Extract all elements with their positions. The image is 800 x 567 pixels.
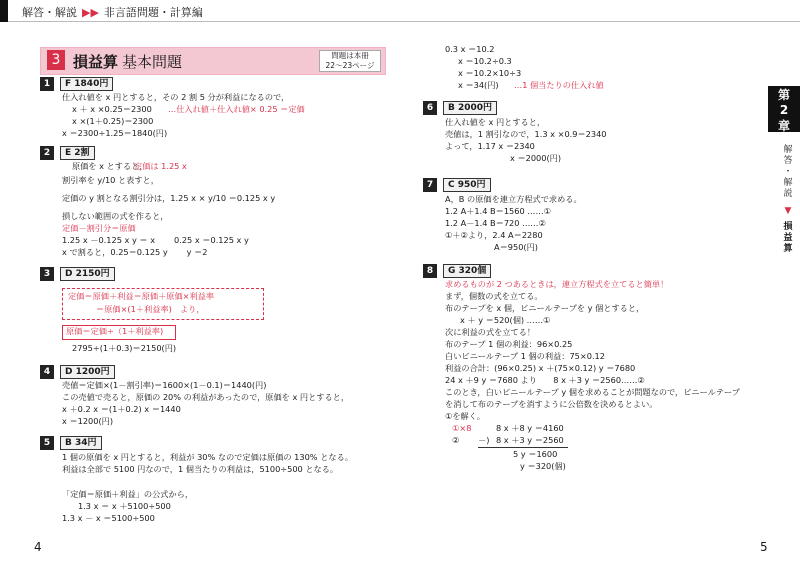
answer-box: F 1840円 bbox=[60, 77, 113, 91]
equation-line: 1.2 A－1.4 B＝720 ……② bbox=[445, 218, 546, 228]
explanation-line: 割引率を y/10 と表すと， bbox=[62, 175, 159, 185]
equation-line: x ×(1＋0.25)＝2300 bbox=[72, 116, 154, 126]
highlight-text: 定価－割引分＝原価 bbox=[62, 223, 136, 233]
side-char: 損 bbox=[783, 222, 793, 232]
explanation-line: このとき，白いビニールテープ y 個を求めることが問題なので，ビニールテープ bbox=[445, 387, 740, 397]
page-number-right: 5 bbox=[760, 540, 768, 554]
section-number: 3 bbox=[47, 50, 65, 70]
equation-line: 1.3 x － x ＝5100÷500 bbox=[62, 513, 155, 523]
equation-line: x ＋0.2 x ＝(1＋0.2) x ＝1440 bbox=[62, 404, 181, 414]
explanation-line: 原価を x とすると， bbox=[72, 161, 148, 171]
explanation-line: まず，個数の式を立てる。 bbox=[445, 291, 543, 301]
equation-line: 利益の合計：(96×0.25) x ＋(75×0.12) y ＝7680 bbox=[445, 363, 636, 373]
side-char: 算 bbox=[783, 244, 793, 254]
side-char: 説 bbox=[783, 189, 793, 199]
section-subtitle: 基本問題 bbox=[122, 53, 183, 71]
annotation: …仕入れ値＋仕入れ値× 0.25 ＝定価 bbox=[168, 104, 305, 114]
running-header bbox=[0, 0, 800, 24]
explanation-line: 損しない範囲の式を作ると， bbox=[62, 211, 169, 221]
equation-line: 定価の y 割となる割引分は，1.25 x × y/10 ＝0.125 x y bbox=[62, 193, 276, 203]
step-label: ② bbox=[452, 435, 460, 445]
answer-box: D 2150円 bbox=[60, 267, 115, 281]
equation-line: x で割ると，0.25＝0.125 y y ＝2 bbox=[62, 247, 208, 257]
explanation-line: 白いビニールテープ 1 個の利益：75×0.12 bbox=[445, 351, 605, 361]
chapter-tab bbox=[768, 86, 800, 132]
question-number: 1 bbox=[40, 77, 54, 91]
side-char: 解 bbox=[783, 178, 793, 188]
question-number: 6 bbox=[423, 101, 437, 115]
explanation-line: 布のテープを x 個，ビニールテープを y 個とすると， bbox=[445, 303, 645, 313]
equation-line: A＝950(円) bbox=[494, 242, 538, 252]
equation-line: 8 x ＋8 y ＝4160 bbox=[496, 423, 564, 433]
equation-line: 1.25 x －0.125 x y ＝ x 0.25 x ＝0.125 x y bbox=[62, 235, 249, 245]
equation-line: x ＝2000(円) bbox=[510, 153, 562, 163]
equation-line: 売値＝定価×(1－割引率)＝1600×(1－0.1)＝1440(円) bbox=[62, 380, 267, 390]
side-char: 益 bbox=[783, 233, 793, 243]
formula-line: 原価＝定価÷（1＋利益率) bbox=[66, 326, 164, 336]
section-title bbox=[73, 51, 182, 72]
answer-box: D 1200円 bbox=[60, 365, 115, 379]
equation-line: y ＝320(個) bbox=[520, 461, 566, 471]
equation-line: 0.3 x ＝10.2 bbox=[445, 44, 495, 54]
equation-line: 1.3 x ＝ x ＋5100÷500 bbox=[78, 501, 171, 511]
explanation-line: 「定価＝原価＋利益」の公式から， bbox=[62, 489, 194, 499]
explanation-line: 1 個の原価を x 円とすると，利益が 30% なので定価は原価の 130% となる。 bbox=[62, 452, 353, 462]
formula-line: 定価＝原価＋利益＝原価＋原価×利益率 bbox=[68, 291, 215, 301]
equation-line: x ＝34(円) bbox=[458, 80, 499, 90]
formula-line: ＝原価×(1＋利益率) より， bbox=[96, 304, 205, 314]
equation-line: 8 x ＋3 y ＝2560 bbox=[496, 435, 564, 445]
equation-line: x ＝2300÷1.25＝1840(円) bbox=[62, 128, 168, 138]
question-number: 7 bbox=[423, 178, 437, 192]
chapter-tab-char: 章 bbox=[777, 119, 790, 133]
section-ref-line-2: 22～23ページ bbox=[325, 61, 375, 70]
explanation-line: 仕入れ値を x 円とすると， bbox=[445, 117, 546, 127]
side-topic bbox=[782, 222, 794, 255]
side-char: 答 bbox=[783, 156, 793, 166]
section-ref-line-1: 問題は本冊 bbox=[331, 51, 369, 60]
question-number: 2 bbox=[40, 146, 54, 160]
calculation-rule bbox=[478, 447, 568, 448]
breadcrumb-arrow-icon: ▶▶ bbox=[82, 6, 99, 19]
equation-line: x ＝10.2×10÷3 bbox=[458, 68, 522, 78]
side-char: 解 bbox=[783, 145, 793, 155]
side-char: ・ bbox=[783, 167, 793, 177]
answer-box: G 320個 bbox=[443, 264, 491, 278]
annotation: …1 個当たりの仕入れ値 bbox=[514, 80, 604, 90]
equation-line: 24 x ＋9 y ＝7680 より 8 x ＋3 y ＝2560……② bbox=[445, 375, 645, 385]
section-heading bbox=[40, 47, 386, 75]
equation-line: 2795÷(1＋0.3)＝2150(円) bbox=[72, 343, 177, 353]
answer-box: B 2000円 bbox=[443, 101, 497, 115]
explanation-line: を消して布のテープを消すように公倍数を決めるとよい。 bbox=[445, 399, 658, 409]
header-block bbox=[0, 0, 8, 22]
equation-line: よって，1.17 x ＝2340 bbox=[445, 141, 535, 151]
equation-line: ①＋②より，2.4 A＝2280 bbox=[445, 230, 543, 240]
section-reference bbox=[319, 50, 381, 72]
question-number: 8 bbox=[423, 264, 437, 278]
explanation-line: 布のテープ 1 個の利益：96×0.25 bbox=[445, 339, 573, 349]
section-title-main: 損益算 bbox=[73, 53, 119, 71]
equation-line: 1.2 A＋1.4 B＝1560 ……① bbox=[445, 206, 551, 216]
equation-line: x ＝1200(円) bbox=[62, 416, 114, 426]
highlight-text: 定価は 1.25 x bbox=[134, 161, 187, 171]
explanation-line: 次に利益の式を立てる！ bbox=[445, 327, 536, 337]
side-label bbox=[782, 145, 794, 200]
page-number-left: 4 bbox=[34, 540, 42, 554]
explanation-line: 仕入れ値を x 円とすると，その 2 割 5 分が利益になるので， bbox=[62, 92, 290, 102]
subtract-sign: －) bbox=[478, 435, 490, 445]
breadcrumb-part-1: 解答・解説 bbox=[22, 6, 77, 19]
equation-line: 売値は，1 割引なので，1.3 x ×0.9＝2340 bbox=[445, 129, 607, 139]
equation-line: 5 y ＝1600 bbox=[513, 449, 558, 459]
explanation-line: この売値で売ると，原価の 20% の利益があったので，原価を x 円とすると， bbox=[62, 392, 350, 402]
answer-box: C 950円 bbox=[443, 178, 491, 192]
breadcrumb bbox=[22, 4, 203, 20]
breadcrumb-part-2: 非言語問題・計算編 bbox=[103, 6, 203, 19]
equation-line: x ＋ x ×0.25＝2300 bbox=[72, 104, 152, 114]
equation-line: x ＋ y ＝520(個) ……① bbox=[460, 315, 551, 325]
chapter-tab-number: 2 bbox=[779, 103, 789, 117]
question-number: 5 bbox=[40, 436, 54, 450]
equation-line: x ＝10.2÷0.3 bbox=[458, 56, 512, 66]
question-number: 4 bbox=[40, 365, 54, 379]
chapter-tab-char: 第 bbox=[777, 88, 790, 102]
side-arrow-icon: ▼ bbox=[784, 206, 792, 216]
tip-line: 求めるものが 2 つあるときは，連立方程式を立てると簡単！ bbox=[445, 279, 669, 289]
explanation-line: A，B の原価を連立方程式で求める。 bbox=[445, 194, 582, 204]
answer-box: B 34円 bbox=[60, 436, 102, 450]
explanation-line: 利益は全部で 5100 円なので，1 個当たりの利益は，5100÷500 となる。 bbox=[62, 464, 339, 474]
header-rule bbox=[8, 21, 800, 22]
step-label: ①×8 bbox=[452, 423, 472, 433]
explanation-line: ①を解く。 bbox=[445, 411, 485, 421]
answer-box: E 2割 bbox=[60, 146, 95, 160]
question-number: 3 bbox=[40, 267, 54, 281]
